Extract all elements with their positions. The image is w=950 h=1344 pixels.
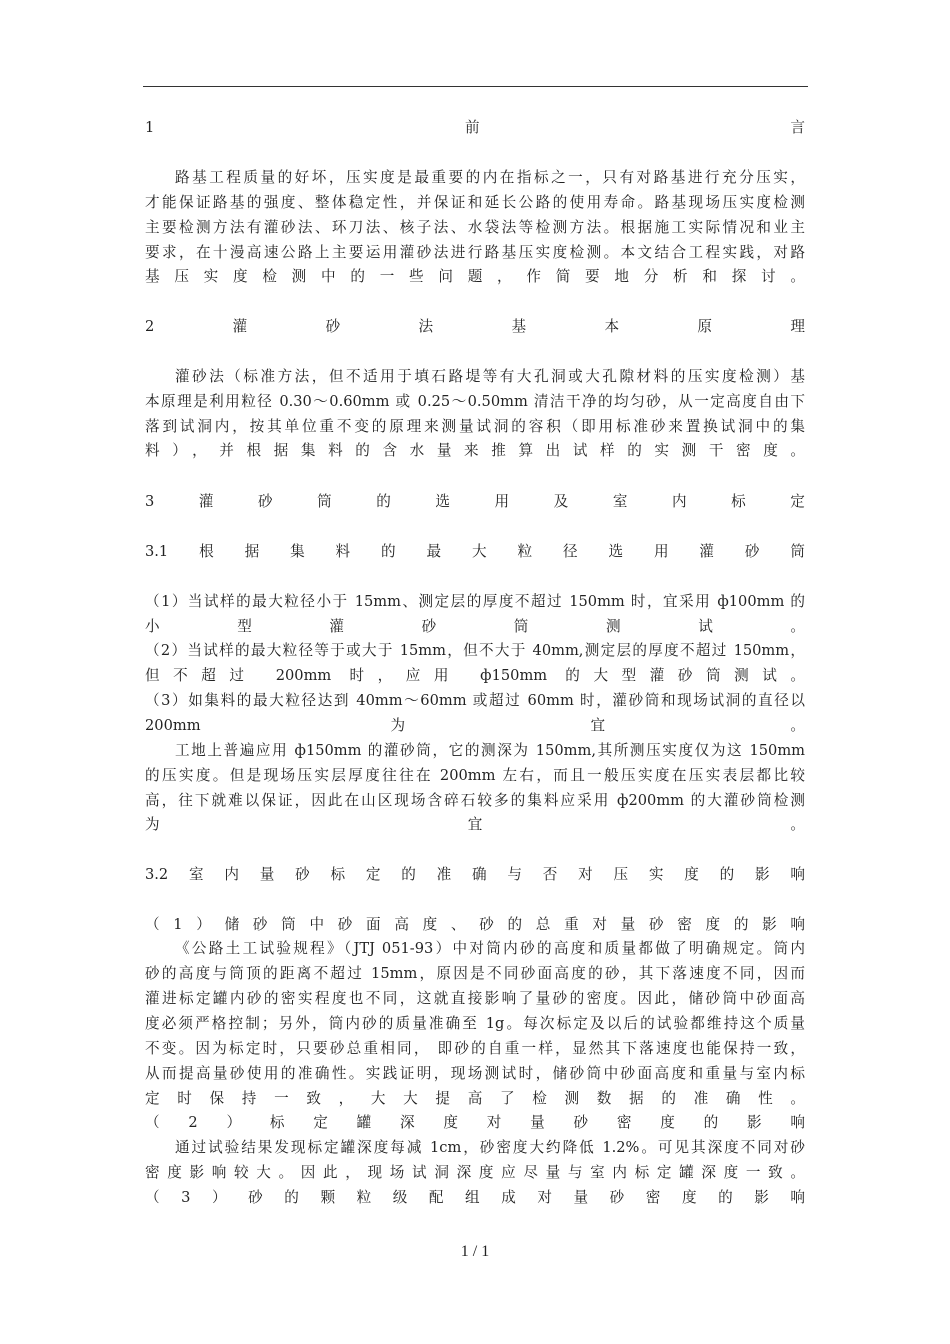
heading-token: 选 — [435, 493, 450, 510]
heading-token: 据 — [244, 543, 260, 560]
heading-token: 与 — [507, 866, 522, 883]
heading-token: 选 — [608, 543, 624, 560]
heading-token: 定 — [365, 866, 381, 883]
para31-line: 为宜。 — [145, 816, 805, 833]
heading-token: 粒 — [517, 543, 533, 560]
heading-token: 3.1 — [145, 543, 169, 560]
para32-line: 砂的高度与筒顶的距离不超过 15mm，原因是不同砂面高度的砂，其下落速度不同，因而 — [145, 965, 805, 982]
heading-token: 最 — [426, 543, 442, 560]
heading-token: 的 — [376, 493, 391, 510]
heading-token: 对 — [578, 866, 593, 883]
heading-token: 标 — [330, 866, 346, 883]
heading-token: 及 — [553, 493, 569, 510]
heading-token: 料 — [335, 543, 351, 560]
para31-line: 的压实度。但是现场压实层厚度往往在 200mm 左右，而且一般压实度在压实表层都比较 — [145, 767, 805, 784]
heading-token: 否 — [542, 866, 558, 883]
page-number: 1 / 1 — [460, 1243, 490, 1260]
para2-line: 落到试洞内，按其单位重不变的原理来测量试洞的容积（即用标准砂来置换试洞中的集 — [145, 418, 805, 435]
heading-token: 压 — [613, 866, 629, 883]
para32-line: 密度影响较大。因此，现场试洞深度应尽量与室内标定罐深度一致。 — [145, 1164, 805, 1181]
heading-token: 砂 — [744, 543, 760, 560]
para31-line: 200mm 为宜。 — [145, 717, 805, 734]
heading-token: 言 — [790, 119, 805, 136]
para32-line: （3）砂的颗粒级配组成对量砂密度的影响 — [145, 1189, 805, 1206]
heading-token: 筒 — [790, 543, 805, 560]
heading-token: 3 — [145, 493, 155, 510]
heading-token: 用 — [653, 543, 669, 560]
para32-line: 定时保持一致，大大提高了检测数据的准确性。 — [145, 1090, 805, 1107]
para2-line: 灌砂法（标准方法，但不适用于填石路堤等有大孔洞或大孔隙材料的压实度检测）基 — [175, 368, 805, 385]
heading-token: 灌 — [232, 318, 248, 335]
para31-line: 工地上普遍应用 ф150mm 的灌砂筒，它的测深为 150mm,其所测压实度仅为这 150mm — [175, 742, 805, 759]
para2-line: 料），并根据集料的含水量来推算出试样的实测干密度。 — [145, 442, 805, 459]
para32-line: 灌进标定罐内砂的密实程度也不同，这就直接影响了量砂的密度。因此，储砂筒中砂面高 — [145, 990, 805, 1007]
heading-token: 集 — [290, 543, 305, 560]
heading-token: 大 — [472, 543, 487, 560]
para31-line: （2）当试样的最大粒径等于或大于 15mm，但不大于 40mm,测定层的厚度不超过 150mm， — [145, 642, 805, 659]
heading-token: 内 — [671, 493, 687, 510]
heading-token: 筒 — [317, 493, 332, 510]
heading-token: 度 — [684, 866, 699, 883]
para32-line: 从而提高量砂使用的准确性。实践证明，现场测试时，储砂筒中砂面高度和重量与室内标 — [145, 1065, 805, 1082]
para1-line: 才能保证路基的强度、整体稳定性，并保证和延长公路的使用寿命。路基现场压实度检测 — [145, 194, 805, 211]
para32-line: （2）标定罐深度对量砂密度的影响 — [145, 1114, 805, 1131]
para1-line: 主要检测方法有灌砂法、环刀法、核子法、水袋法等检测方法。根据施工实际情况和业主 — [145, 219, 805, 236]
heading-token: 1 — [145, 119, 155, 136]
para1-line: 路基工程质量的好坏，压实度是最重要的内在指标之一，只有对路基进行充分压实， — [175, 169, 805, 186]
heading-token: 2 — [145, 318, 155, 335]
heading-3-2 — [145, 862, 805, 887]
para1-line: 要求，在十漫高速公路上主要运用灌砂法进行路基压实度检测。本文结合工程实践，对路 — [145, 244, 805, 261]
heading-token: 用 — [494, 493, 510, 510]
heading-token: 内 — [224, 866, 239, 883]
para32-line: 度必须严格控制；另外，筒内砂的质量准确至 1g。每次标定及以后的试验都维持这个质量 — [145, 1015, 805, 1032]
heading-token: 原 — [697, 318, 713, 335]
heading-token: 砂 — [257, 493, 273, 510]
heading-token: 的 — [401, 866, 416, 883]
heading-token: 径 — [562, 543, 578, 560]
heading-token: 的 — [719, 866, 735, 883]
heading-token: 标 — [731, 493, 746, 510]
heading-2 — [145, 314, 805, 339]
para32-line: 《公路土工试验规程》（JTJ 051-93）中对筒内砂的高度和质量都做了明确规定。筒内 — [175, 940, 805, 957]
heading-token: 的 — [381, 543, 396, 560]
heading-token: 室 — [188, 866, 204, 883]
para32-line: 不变。因为标定时，只要砂总重相同， 即砂的自重一样，显然其下落速度也能保持一致， — [145, 1040, 805, 1057]
heading-3 — [145, 489, 805, 514]
heading-token: 3.2 — [145, 866, 169, 883]
heading-token: 定 — [790, 493, 805, 510]
heading-token: 准 — [436, 866, 452, 883]
heading-1 — [145, 115, 805, 140]
para2-line: 本原理是利用粒径 0.30～0.60mm 或 0.25～0.50mm 清洁干净的均匀砂，从一定高度自由下 — [145, 393, 805, 410]
para32-line: 通过试验结果发现标定罐深度每减 1cm，砂密度大约降低 1.2%。可见其深度不同对砂 — [175, 1139, 805, 1156]
heading-token: 灌 — [198, 493, 214, 510]
heading-token: 量 — [259, 866, 275, 883]
heading-token: 理 — [790, 318, 805, 335]
heading-token: 根 — [199, 543, 214, 560]
para1-line: 基压实度检测中的一些问题，作简要地分析和探讨。 — [145, 268, 805, 285]
heading-token: 砂 — [295, 866, 310, 883]
heading-token: 法 — [418, 318, 434, 335]
para31-line: 小型灌砂筒测试。 — [145, 618, 805, 635]
para31-line: （1）当试样的最大粒径小于 15mm、测定层的厚度不超过 150mm 时，宜采用 ф100mm 的 — [145, 593, 805, 610]
para31-line: 高，往下就难以保证，因此在山区现场含碎石较多的集料应采用 ф200mm 的大灌砂筒检测 — [145, 792, 805, 809]
heading-token: 基 — [511, 318, 527, 335]
heading-token: 实 — [648, 866, 664, 883]
header-rule — [143, 86, 808, 87]
heading-token: 本 — [604, 318, 620, 335]
heading-token: 前 — [465, 119, 480, 136]
heading-token: 响 — [790, 866, 805, 883]
heading-token: 确 — [471, 866, 487, 883]
heading-token: 砂 — [325, 318, 341, 335]
para31-line: （3）如集料的最大粒径达到 40mm～60mm 或超过 60mm 时，灌砂筒和现场试洞的直径以 — [145, 692, 805, 709]
para31-line: 但不超过 200mm 时，应用 ф150mm 的大型灌砂筒测试。 — [145, 667, 805, 684]
heading-token: 室 — [612, 493, 628, 510]
heading-3-1 — [145, 539, 805, 564]
heading-token: 影 — [754, 866, 770, 883]
para32-line: （1）储砂筒中砂面高度、砂的总重对量砂密度的影响 — [145, 916, 805, 933]
heading-token: 灌 — [699, 543, 715, 560]
